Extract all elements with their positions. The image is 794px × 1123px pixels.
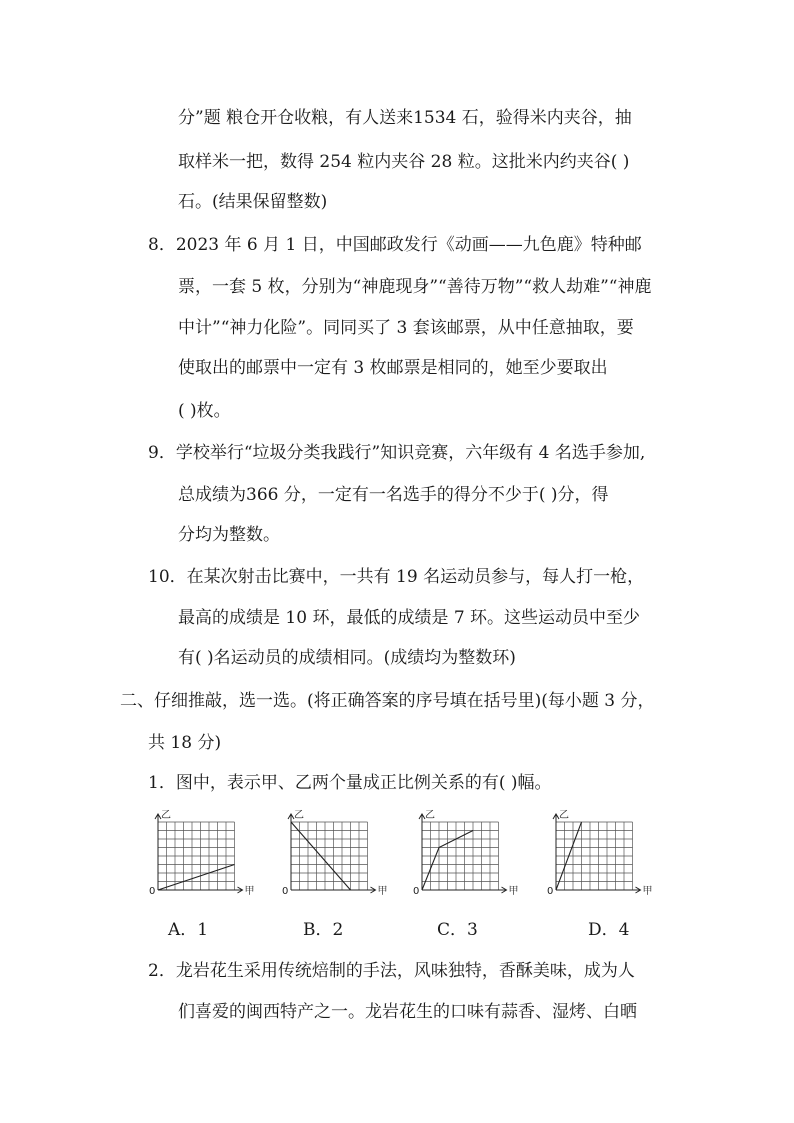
option-b: B．2	[303, 920, 344, 940]
text-line: 共 18 分)	[148, 733, 222, 753]
text-line: 分”题 粮仓开仓收粮，有人送来1534 石，验得米内夹谷，抽	[178, 108, 632, 128]
question-8: 8．2023 年 6 月 1 日，中国邮政发行《动画——九色鹿》特种邮	[148, 235, 642, 255]
text-line: 使取出的邮票中一定有 3 枚邮票是相同的，她至少要取出	[178, 358, 608, 378]
graph-3	[412, 810, 519, 897]
graph-svg	[412, 812, 517, 900]
question-2-1: 1．图中，表示甲、乙两个量成正比例关系的有( )幅。	[148, 773, 552, 793]
graph-1	[148, 810, 255, 897]
y-axis-label: 乙	[294, 810, 304, 821]
text-line: 中计”“神力化险”。同同买了 3 套该邮票，从中任意抽取，要	[178, 318, 634, 338]
graph-svg	[281, 812, 386, 900]
question-10: 10．在某次射击比赛中，一共有 19 名运动员参与，每人打一枪，	[148, 567, 645, 587]
text-line: 票，一套 5 枚，分别为“神鹿现身”“善待万物”“救人劫难”“神鹿	[178, 277, 652, 297]
question-2-2: 2．龙岩花生采用传统焙制的手法，风味独特，香酥美味，成为人	[148, 961, 635, 981]
origin-label: 0	[413, 886, 420, 897]
option-c: C．3	[437, 920, 478, 940]
origin-label: 0	[282, 886, 289, 897]
x-axis-label: 甲	[508, 886, 519, 897]
x-axis-label: 甲	[244, 886, 255, 897]
x-axis-label: 甲	[377, 886, 388, 897]
graph-svg	[148, 812, 253, 900]
section-2-heading: 二、仔细推敲，选一选。(将正确答案的序号填在括号里)(每小题 3 分，	[120, 691, 655, 711]
origin-label: 0	[149, 886, 156, 897]
text-line: 分均为整数。	[178, 525, 280, 545]
x-axis-label: 甲	[642, 886, 653, 897]
y-axis-label: 乙	[425, 810, 435, 821]
text-line: 们喜爱的闽西特产之一。龙岩花生的口味有蒜香、湿烤、白晒	[178, 1002, 637, 1022]
text-line: 取样米一把，数得 254 粒内夹谷 28 粒。这批米内约夹谷( )	[178, 152, 630, 172]
graph-svg	[546, 812, 651, 900]
option-a: A．1	[168, 920, 209, 940]
text-line: 最高的成绩是 10 环，最低的成绩是 7 环。这些运动员中至少	[178, 608, 641, 628]
origin-label: 0	[547, 886, 554, 897]
graph-line-line-from-origin-gentle	[158, 865, 235, 891]
question-9: 9．学校举行“垃圾分类我践行”知识竞赛，六年级有 4 名选手参加,	[148, 443, 646, 463]
graph-4	[546, 810, 653, 897]
text-line: 石。(结果保留整数)	[178, 192, 328, 212]
answer-blank-line: ( )枚。	[178, 401, 231, 421]
option-d: D．4	[588, 920, 630, 940]
y-axis-label: 乙	[161, 810, 171, 821]
text-line: 有( )名运动员的成绩相同。(成绩均为整数环)	[178, 648, 516, 668]
graph-2	[281, 810, 388, 897]
y-axis-label: 乙	[559, 810, 569, 821]
text-line: 总成绩为366 分，一定有一名选手的得分不少于( )分，得	[178, 485, 609, 505]
